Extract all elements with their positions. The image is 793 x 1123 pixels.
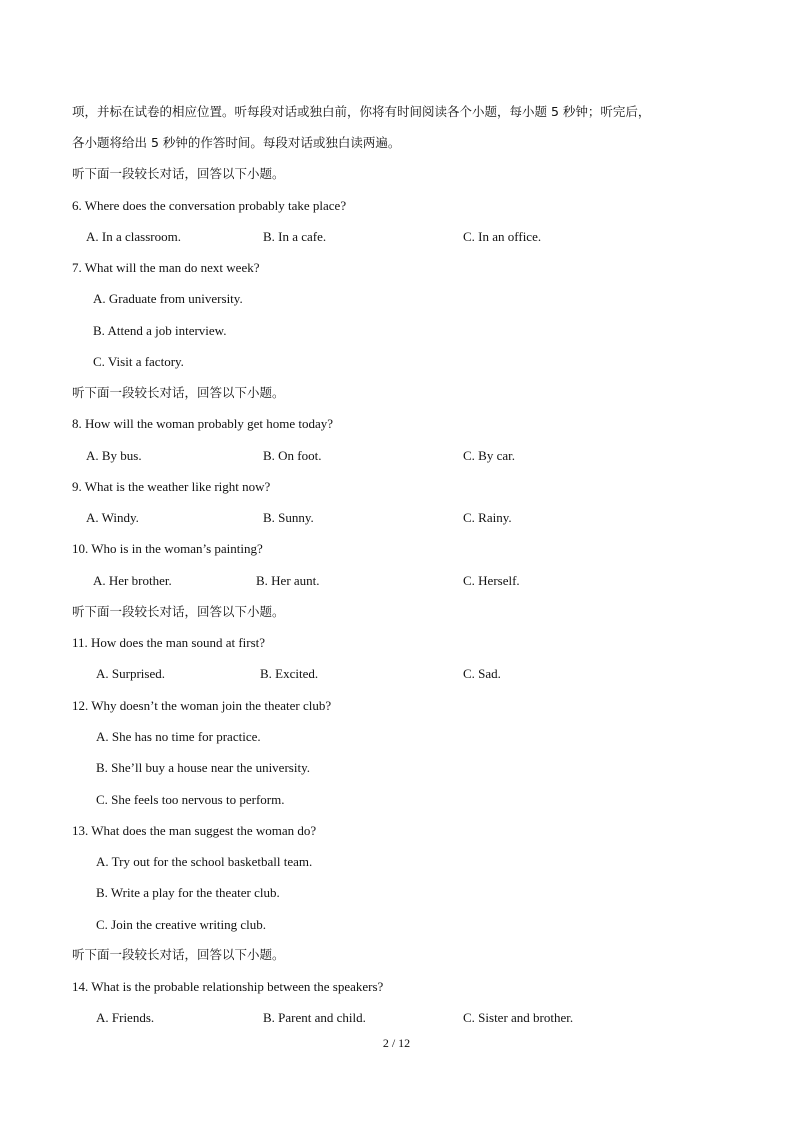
page-number: 2 / 12 [382,1036,411,1050]
option-c: C. Visit a factory. [93,354,184,369]
option-c: C. Sister and brother. [463,1010,574,1025]
option-c: C. Rainy. [463,510,512,525]
section-header: 听下面一段较长对话，回答以下小题。 [72,604,285,619]
option-b: B. She’ll buy a house near the university. [96,760,310,775]
option-b: B. Write a play for the theater club. [96,885,280,900]
option-b: B. Her aunt. [256,573,320,588]
question-stem: 6. Where does the conversation probably take place? [72,198,347,213]
option-c: C. Join the creative writing club. [96,917,267,932]
section-header: 听下面一段较长对话，回答以下小题。 [72,385,285,400]
question-stem: 11. How does the man sound at first? [72,635,266,650]
option-c: C. Herself. [463,573,520,588]
option-c: C. By car. [463,448,515,463]
option-a: A. Her brother. [93,573,172,588]
option-b: B. Attend a job interview. [93,323,227,338]
section-header: 听下面一段较长对话，回答以下小题。 [72,166,285,181]
option-a: A. Try out for the school basketball team. [96,854,313,869]
option-b: B. Parent and child. [263,1010,366,1025]
section-header: 听下面一段较长对话，回答以下小题。 [72,947,285,962]
option-a: A. Surprised. [96,666,165,681]
question-stem: 14. What is the probable relationship between the speakers? [72,979,384,994]
question-stem: 12. Why doesn’t the woman join the theater club? [72,698,332,713]
option-b: B. Excited. [260,666,319,681]
question-stem: 8. How will the woman probably get home today? [72,416,334,431]
instruction-line: 项，并标在试卷的相应位置。听每段对话或独白前，你将有时间阅读各个小题，每小题 5 秒钟；听完后， [72,104,651,119]
option-c: C. She feels too nervous to perform. [96,792,285,807]
question-stem: 7. What will the man do next week? [72,260,260,275]
option-a: A. By bus. [86,448,142,463]
option-a: A. She has no time for practice. [96,729,261,744]
option-a: A. In a classroom. [86,229,181,244]
option-a: A. Friends. [96,1010,155,1025]
option-b: B. On foot. [263,448,322,463]
option-c: C. Sad. [463,666,501,681]
option-a: A. Windy. [86,510,139,525]
instruction-line: 各小题将给出 5 秒钟的作答时间。每段对话或独白读两遍。 [72,135,401,150]
option-b: B. Sunny. [263,510,314,525]
option-a: A. Graduate from university. [93,291,243,306]
question-stem: 13. What does the man suggest the woman do? [72,823,317,838]
question-stem: 9. What is the weather like right now? [72,479,271,494]
question-stem: 10. Who is in the woman’s painting? [72,541,263,556]
option-b: B. In a cafe. [263,229,327,244]
option-c: C. In an office. [463,229,542,244]
